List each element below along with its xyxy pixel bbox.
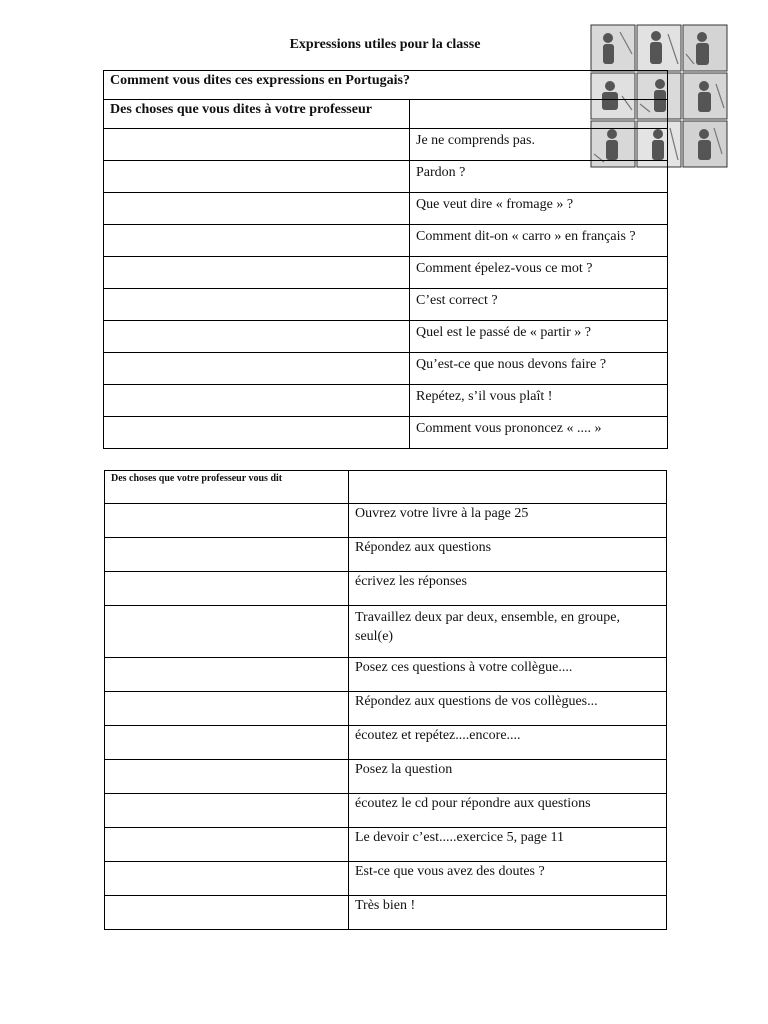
answer-cell [105,896,349,930]
table-row [105,692,667,726]
answer-cell [105,572,349,606]
answer-cell [104,417,410,449]
expression-cell: Qu’est-ce que nous devons faire ? [410,353,668,385]
expression-cell: Quel est le passé de « partir » ? [410,321,668,353]
expression-cell: Que veut dire « fromage » ? [410,193,668,225]
answer-cell [104,385,410,417]
answer-cell [105,504,349,538]
expression-cell: Répondez aux questions [349,538,667,572]
table-cell-empty [410,100,668,129]
expression-cell: Ouvrez votre livre à la page 25 [349,504,667,538]
answer-cell [104,257,410,289]
expression-cell: Comment épelez-vous ce mot ? [410,257,668,289]
answer-cell [105,538,349,572]
answer-cell [105,606,349,658]
table-row [105,606,667,658]
answer-cell [105,828,349,862]
answer-cell [104,225,410,257]
expression-cell: C’est correct ? [410,289,668,321]
expression-cell: écoutez le cd pour répondre aux questions [349,794,667,828]
table-row [105,658,667,692]
expression-cell: Le devoir c’est.....exercice 5, page 11 [349,828,667,862]
table-row [105,760,667,794]
expression-cell: Travaillez deux par deux, ensemble, en groupe, seul(e) [349,606,667,658]
expression-cell: écoutez et repétez....encore.... [349,726,667,760]
expression-cell: Est-ce que vous avez des doutes ? [349,862,667,896]
expression-cell: Pardon ? [410,161,668,193]
answer-cell [104,289,410,321]
table-row [105,828,667,862]
answer-cell [105,760,349,794]
expression-cell: Je ne comprends pas. [410,129,668,161]
answer-cell [105,658,349,692]
table-cell-empty [349,471,667,504]
answer-cell [105,726,349,760]
table-row [104,161,668,193]
table-header: Comment vous dites ces expressions en Portugais? [104,71,668,100]
answer-cell [105,862,349,896]
table-row [104,193,668,225]
expression-cell: Répondez aux questions de vos collègues... [349,692,667,726]
table-row [104,129,668,161]
expression-cell: écrivez les réponses [349,572,667,606]
table-row [105,794,667,828]
expression-cell: Posez la question [349,760,667,794]
table-row [104,417,668,449]
table-row [105,504,667,538]
expression-cell: Posez ces questions à votre collègue.... [349,658,667,692]
answer-cell [105,692,349,726]
answer-cell [104,129,410,161]
table-row [105,572,667,606]
table-row [105,538,667,572]
table-row [105,896,667,930]
answer-cell [104,321,410,353]
expression-cell: Comment dit-on « carro » en français ? [410,225,668,257]
table-header-row [104,71,668,100]
answer-cell [104,353,410,385]
table-subheader: Des choses que vous dites à votre professeur [104,100,410,129]
expression-cell: Repétez, s’il vous plaît ! [410,385,668,417]
table-subheader-row [104,100,668,129]
table-row [104,353,668,385]
expression-cell: Très bien ! [349,896,667,930]
table-row [104,257,668,289]
table-row [105,862,667,896]
table-row [104,289,668,321]
answer-cell [104,193,410,225]
answer-cell [104,161,410,193]
table-header: Des choses que votre professeur vous dit [105,471,349,504]
expression-cell: Comment vous prononcez « .... » [410,417,668,449]
table-header-row [105,471,667,504]
table-row [104,385,668,417]
table-row [105,726,667,760]
table-row [104,321,668,353]
table-row [104,225,668,257]
student-expressions-table [103,70,668,449]
answer-cell [105,794,349,828]
teacher-expressions-table [104,470,667,930]
page-title: Expressions utiles pour la classe [289,37,481,52]
